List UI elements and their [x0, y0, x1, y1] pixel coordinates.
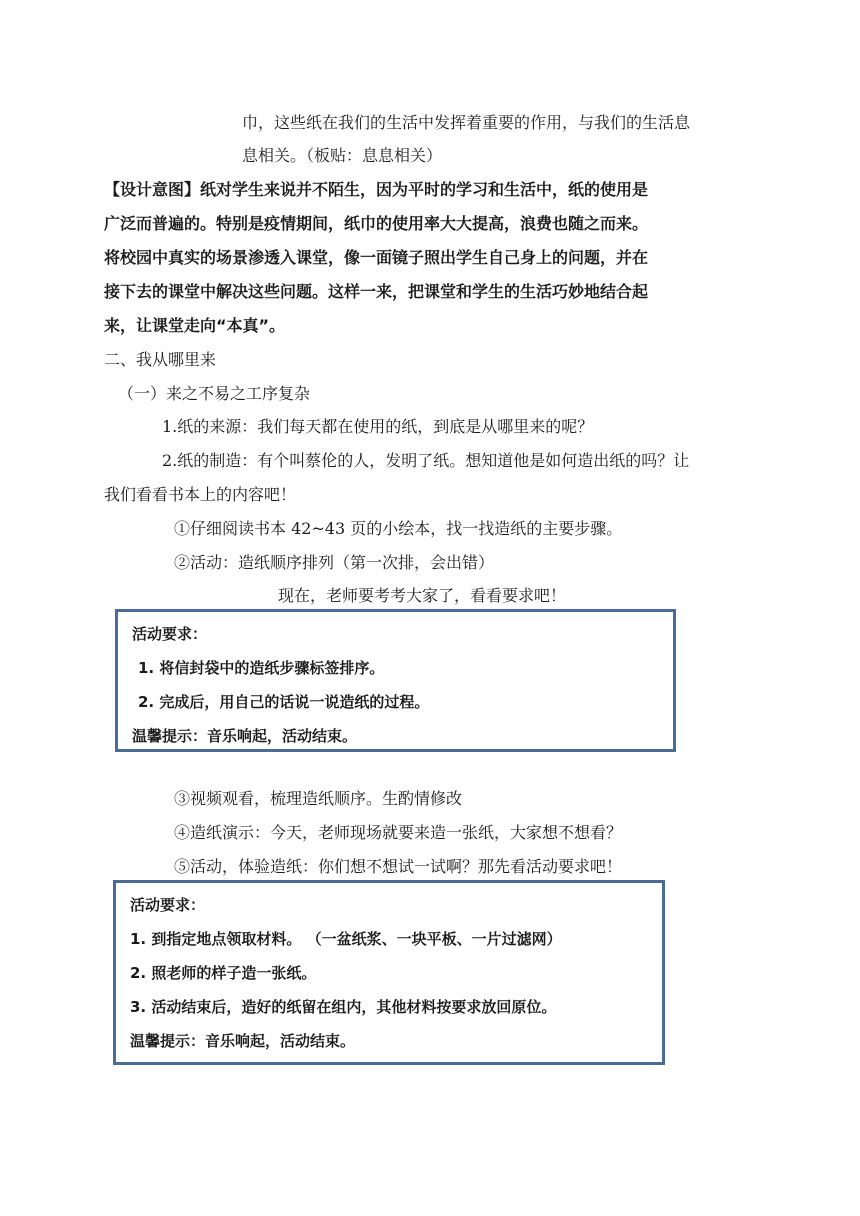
intro-line-1: 巾，这些纸在我们的生活中发挥着重要的作用，与我们的生活息: [242, 113, 691, 132]
design-intent-line-4: 接下去的课堂中解决这些问题。这样一来，把课堂和学生的生活巧妙地结合起: [104, 282, 649, 301]
step-4: ④造纸演示：今天，老师现场就要来造一张纸，大家想不想看？: [174, 823, 623, 842]
box1-requirement-1: 1. 将信封袋中的造纸步骤标签排序。: [138, 659, 385, 677]
box1-requirement-2: 2. 完成后，用自己的话说一说造纸的过程。: [138, 693, 430, 711]
section-subheading: （一）来之不易之工序复杂: [118, 384, 311, 403]
design-intent-line-3: 将校园中真实的场景渗透入课堂，像一面镜子照出学生自己身上的问题，并在: [104, 248, 649, 267]
intro-line-2: 息相关。（板贴：息息相关）: [242, 146, 443, 165]
step-5: ⑤活动，体验造纸：你们想不想试一试啊？那先看活动要求吧！: [174, 857, 623, 876]
section-heading: 二、我从哪里来: [104, 350, 217, 369]
list-item-paper-source: 1.纸的来源：我们每天都在使用的纸，到底是从哪里来的呢？: [162, 417, 594, 436]
box2-requirement-2: 2. 照老师的样子造一张纸。: [130, 964, 317, 982]
box1-title: 活动要求：: [132, 625, 208, 643]
design-intent-line-5: 来，让课堂走向“本真”。: [104, 316, 286, 335]
box1-tip: 温馨提示：音乐响起，活动结束。: [132, 727, 358, 745]
list-item-paper-making-1: 2.纸的制造：有个叫蔡伦的人，发明了纸。想知道他是如何造出纸的吗？让: [162, 451, 690, 470]
activity-requirements-box-2: [113, 880, 665, 1065]
box2-tip: 温馨提示：音乐响起，活动结束。: [130, 1032, 356, 1050]
activity-requirements-box-1: [115, 609, 676, 752]
list-item-paper-making-2: 我们看看书本上的内容吧！: [104, 485, 297, 504]
box2-requirement-1: 1. 到指定地点领取材料。 （一盆纸浆、一块平板、一片过滤网）: [130, 930, 562, 948]
step-3: ③视频观看，梳理造纸顺序。生酌情修改: [174, 789, 463, 808]
box2-title: 活动要求：: [130, 896, 206, 914]
box2-requirement-3: 3. 活动结束后，造好的纸留在组内，其他材料按要求放回原位。: [130, 998, 557, 1016]
step-1: ①仔细阅读书本 42~43 页的小绘本，找一找造纸的主要步骤。: [174, 519, 623, 538]
design-intent-line-1: 【设计意图】纸对学生来说并不陌生，因为平时的学习和生活中，纸的使用是: [104, 180, 649, 199]
step-2: ②活动：造纸顺序排列（第一次排，会出错）: [174, 553, 495, 572]
design-intent-line-2: 广泛而普遍的。特别是疫情期间，纸巾的使用率大大提高，浪费也随之而来。: [104, 214, 649, 233]
prompt-text: 现在，老师要考考大家了，看看要求吧！: [278, 586, 567, 605]
